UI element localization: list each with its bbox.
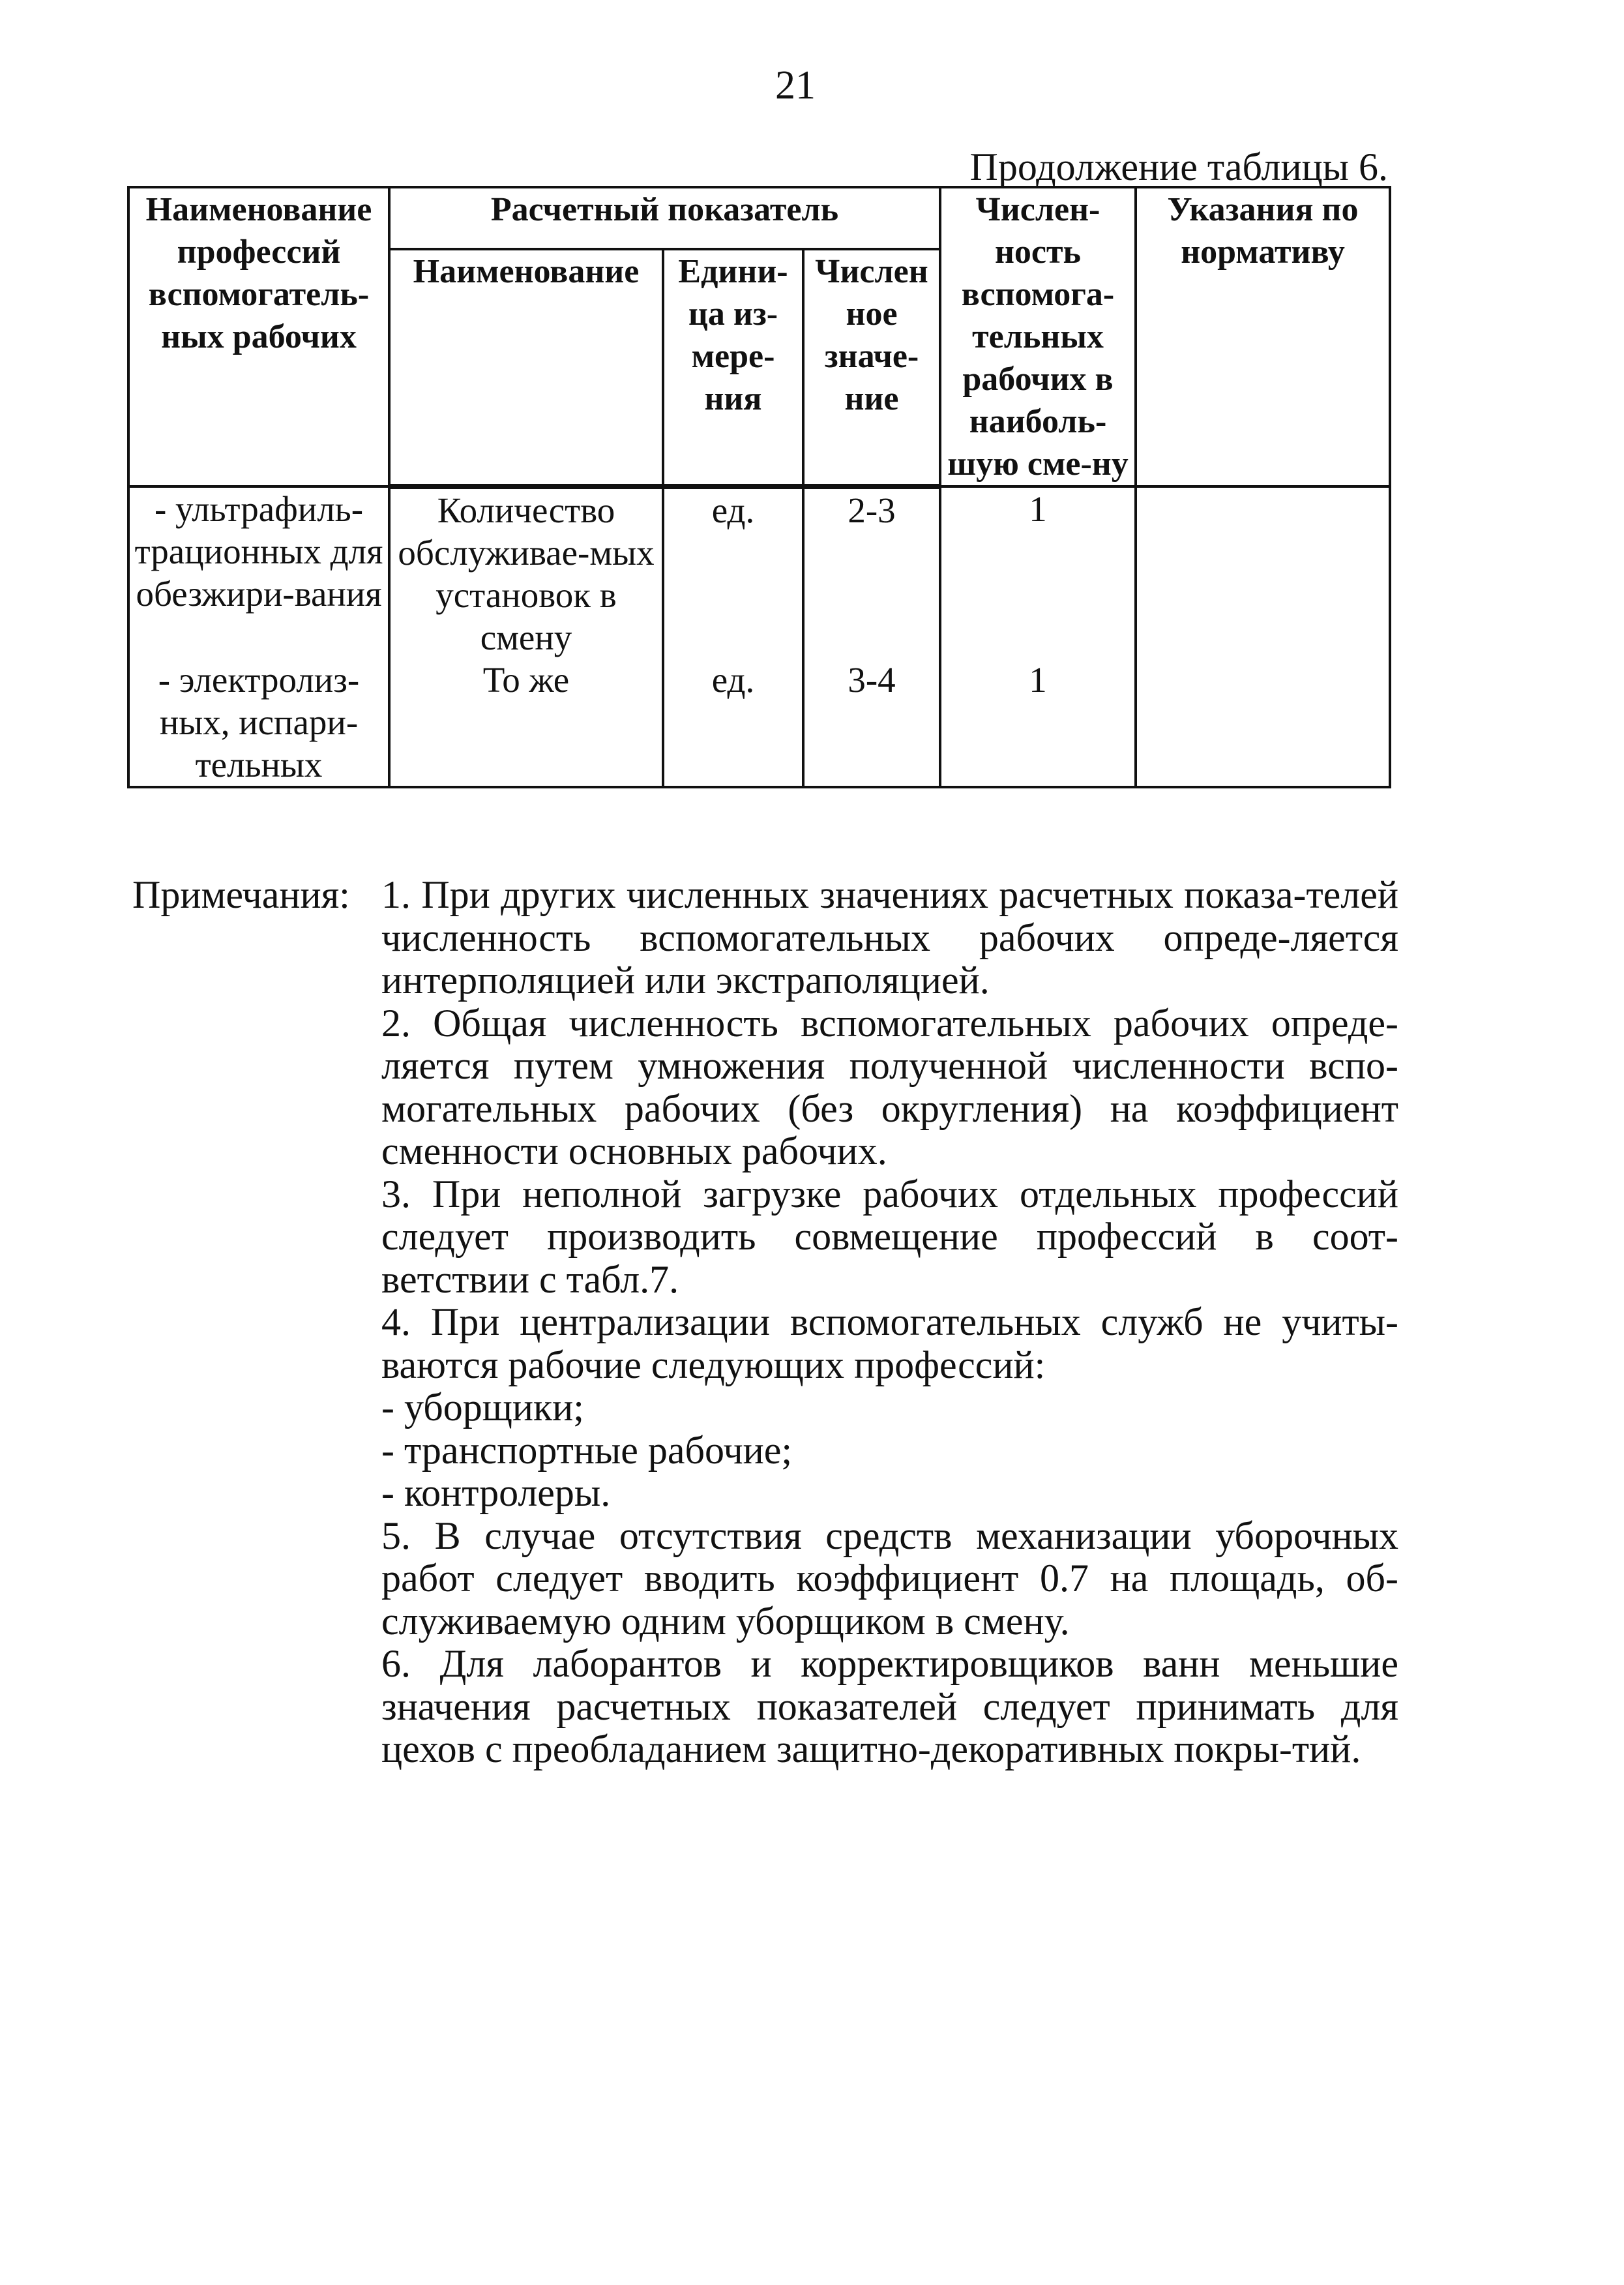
header-indicator-value: Числен ное значе-ние [803, 249, 940, 486]
cell-profession: - ультрафиль-трационных для обезжири-вания [128, 486, 389, 659]
notes-label: Примечания: [132, 873, 350, 916]
cell-value: 3-4 [803, 659, 940, 787]
header-workers-count: Числен-ность вспомога-тельных рабочих в наиболь-шую сме-ну [940, 187, 1136, 486]
header-indicator-group: Расчетный показатель [389, 187, 940, 249]
note-item: 3. При неполной загрузке рабочих отдельных профессий следует производить совмещение профессий в соот-ветствии с табл.7. [381, 1172, 1398, 1301]
table-row [128, 659, 1390, 787]
cell-value: 2-3 [803, 486, 940, 659]
note-item: 1. При других численных значениях расчетных показа-телей численность вспомогательных рабочих опреде-ляется интерполяцией или экстраполяцией. [381, 873, 1398, 1002]
notes-list [381, 874, 1398, 1771]
header-indicator-name: Наименование [389, 249, 663, 486]
note-sub-item: - транспортные рабочие; [381, 1428, 793, 1472]
cell-workers: 1 [940, 486, 1136, 659]
header-indicator-unit: Едини-ца из-мере-ния [663, 249, 803, 486]
table-header-row [128, 187, 1390, 249]
note-item: 6. Для лаборантов и корректировщиков ванн меньшие значения расчетных показателей следует принимать для цехов с преобладанием защитно-декоративных покры-тий. [381, 1642, 1398, 1770]
note-sub-item: - уборщики; [381, 1386, 584, 1429]
cell-indicator-name: Количество обслуживае-мых установок в смену [389, 486, 663, 659]
table-continuation-label: Продолжение таблицы 6. [969, 145, 1388, 188]
note-item: 4. При централизации вспомогательных служб не учиты-ваются рабочие следующих профессий: [381, 1300, 1398, 1386]
cell-unit: ед. [663, 659, 803, 787]
table-row [128, 486, 1390, 659]
header-instructions: Указания по нормативу [1136, 187, 1390, 486]
cell-unit: ед. [663, 486, 803, 659]
note-item: 5. В случае отсутствия средств механизации уборочных работ следует вводить коэффициент 0.7 на площадь, об-служиваемую одним уборщиком в смену. [381, 1514, 1398, 1643]
note-sub-item: - контролеры. [381, 1471, 611, 1514]
cell-instructions [1136, 659, 1390, 787]
header-profession: Наименование профессий вспомогатель-ных рабочих [128, 187, 389, 486]
cell-profession: - электролиз-ных, испари-тельных [128, 659, 389, 787]
note-item: 2. Общая численность вспомогательных рабочих опреде-ляется путем умножения полученной численности вспо-могательных рабочих (без округления) на коэффициент сменности основных рабочих. [381, 1001, 1398, 1172]
norms-table [127, 186, 1391, 788]
cell-instructions [1136, 486, 1390, 659]
cell-workers: 1 [940, 659, 1136, 787]
cell-indicator-name: То же [389, 659, 663, 787]
page-number: 21 [775, 63, 816, 108]
